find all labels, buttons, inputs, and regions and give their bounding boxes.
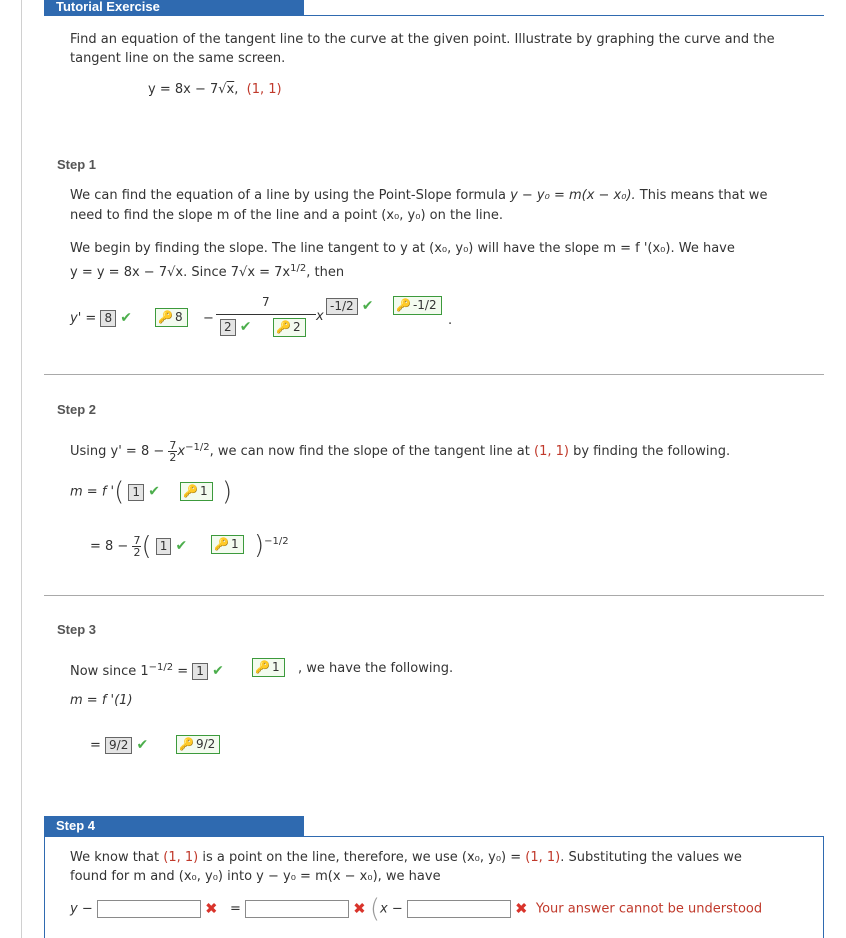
step2-eval-row: = 8 − $\frac{7}{2}$ ( 1 ✔ (90, 531, 188, 562)
y0-input[interactable] (97, 900, 201, 918)
answer-box[interactable]: 1 (128, 484, 144, 501)
sqrt-icon: √ (167, 265, 176, 280)
fraction: $\frac{7}{2}$ (169, 439, 177, 464)
x-variable: x (316, 309, 324, 324)
key-icon: 🔑 (179, 737, 194, 751)
x0-input[interactable] (407, 900, 511, 918)
check-icon: ✔ (239, 319, 252, 335)
key-icon: 🔑 (158, 310, 173, 324)
key-answer[interactable]: 🔑 1 (211, 535, 244, 554)
header-title: Tutorial Exercise (56, 0, 160, 14)
check-icon: ✔ (136, 737, 149, 753)
check-icon: ✔ (361, 298, 374, 314)
key-answer[interactable]: 🔑 2 (273, 318, 306, 337)
cross-icon: ✖ (353, 899, 366, 918)
step4-header (44, 816, 304, 836)
exponent-row (326, 297, 374, 316)
check-icon: ✔ (175, 538, 188, 554)
answer-box[interactable]: 1 (156, 538, 172, 555)
key-answer[interactable]: 🔑 8 (155, 308, 188, 327)
fraction-bar (216, 314, 316, 315)
step1-label: Step 1 (57, 157, 97, 172)
step3-now-row: Now since $1^{-1/2} = 1$ ✔ (70, 662, 224, 679)
step4-answer-row: y − ✖ = ✖ (x − ✖ Your answer cannot be understood (70, 894, 763, 924)
step4-line2: found for m and (x₀, y₀) into y − y₀ = m(x − x₀), we have (70, 869, 441, 884)
step4-label: Step 4 (56, 818, 96, 833)
step1-derivative-row: y' = 8 ✔ (70, 310, 132, 326)
close-paren-exp: )$^{-1/2}$ (254, 530, 289, 561)
period: . (448, 313, 453, 328)
problem-equation: y = 8x − 7√x, (1, 1) (148, 82, 282, 97)
fraction-denominator-row (220, 318, 252, 337)
key-icon: 🔑 (276, 320, 291, 334)
fraction: $\frac{7}{2}$ (133, 534, 141, 559)
error-message: Your answer cannot be understood (535, 901, 763, 917)
check-icon: ✔ (148, 483, 160, 500)
minus-sign: − (203, 311, 214, 326)
step1-para2-line1: We begin by finding the slope. The line tangent to y at (x₀, y₀) will have the slope m = f '(x₀). We have (70, 241, 735, 256)
check-icon: ✔ (120, 310, 132, 326)
key-answer[interactable]: 🔑 -1/2 (393, 296, 442, 315)
step1-para1-line2: need to find the slope m of the line and a point (x₀, y₀) on the line. (70, 208, 504, 223)
answer-box[interactable]: 8 (100, 310, 116, 327)
sqrt-icon: √ (239, 265, 248, 280)
close-paren: ) (222, 477, 233, 507)
step2-m-row: m = f '( 1 ✔ (70, 477, 160, 507)
problem-text: Find an equation of the tangent line to the curve at the given point. Illustrate by graphing the curve and the tangent line on the same screen. (70, 32, 775, 66)
answer-box[interactable]: 2 (220, 319, 236, 336)
check-icon: ✔ (212, 663, 224, 679)
key-answer[interactable]: 🔑 1 (252, 658, 285, 677)
step4-line1: We know that (1, 1) is a point on the line, therefore, we use (x₀, y₀) = (1, 1). Substituting the values we (70, 850, 742, 865)
tutorial-header (44, 0, 304, 16)
left-border (21, 0, 22, 938)
answer-box[interactable]: -1/2 (326, 298, 358, 315)
cross-icon: ✖ (515, 899, 528, 918)
sqrt-icon: √ (218, 82, 227, 97)
step2-label: Step 2 (57, 402, 97, 417)
step3-now-tail: , we have the following. (298, 661, 454, 676)
key-icon: 🔑 (396, 298, 411, 312)
key-answer[interactable]: 🔑 1 (180, 482, 213, 501)
answer-box[interactable]: 1 (192, 663, 208, 680)
step3-label: Step 3 (57, 622, 97, 637)
key-icon: 🔑 (255, 660, 270, 674)
separator (44, 595, 824, 596)
fraction-numerator: 7 (262, 295, 270, 309)
key-icon: 🔑 (214, 537, 229, 551)
key-icon: 🔑 (183, 484, 198, 498)
step1-para1-line1: We can find the equation of a line by using the Point-Slope formula y − y₀ = m(x − x₀). This means that we (70, 188, 768, 203)
problem-point: (1, 1) (246, 82, 282, 97)
step2-using-line: Using y' = 8 − $\frac{7}{2}$ $x^{-1/2}$, we can now find the slope of the tangent line at (1, 1) by finding the following. (70, 439, 731, 464)
key-answer[interactable]: 🔑 9/2 (176, 735, 220, 754)
answer-box[interactable]: 9/2 (105, 737, 132, 754)
step1-para2-line2: y = y = 8x − 7√x. Since $7√x = 7x^{1/2}$, then (70, 263, 345, 280)
step3-eq-row: = 9/2 ✔ (90, 737, 149, 753)
separator (44, 374, 824, 375)
header-rule (304, 15, 824, 16)
cross-icon: ✖ (205, 899, 218, 918)
step3-m-line: m = f '(1) (70, 693, 133, 708)
slope-input[interactable] (245, 900, 349, 918)
